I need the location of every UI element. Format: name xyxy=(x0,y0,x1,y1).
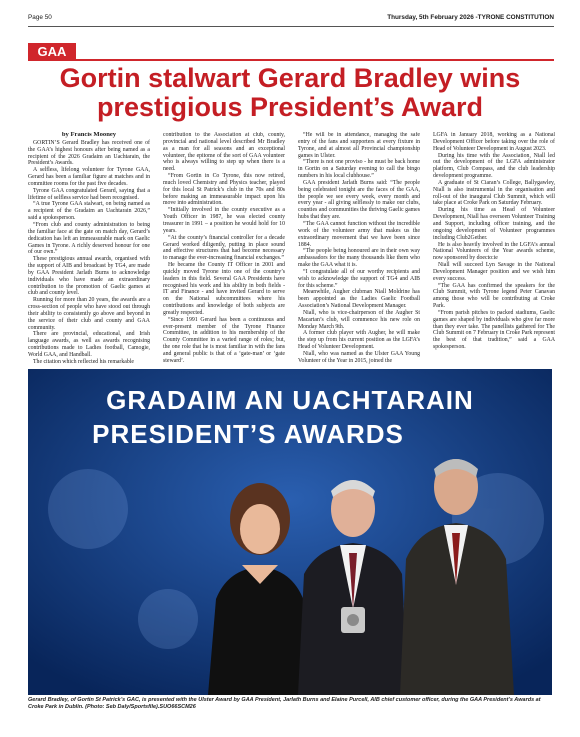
paragraph: “The GAA has confirmed the speakers for the Club Summit, with Tyrone legend Peter Canavan among those who will be contributing at Croke Park. xyxy=(433,282,555,310)
paragraph: LGFA in January 2018, working as a National Development Officer before taking over the role of Head of Volunteer Development in August 2023. xyxy=(433,132,555,152)
paragraph: “Since 1991 Gerard has been a continuous and ever-present member of the Tyrone Finance Committee, in addition to his membership of the County Committee in a varied range of roles; but, the one role that he is most familiar in with the fans and general public is that of a ‘gate-man’ or ‘gate steward’. xyxy=(163,316,285,364)
byline: by Francis Mooney xyxy=(61,132,117,138)
paragraph: contribution to the Association at club, county, provincial and national level described Mr Bradley as a man for all seasons and an exceptional volunteer, the epitome of the sort of GAA volunteer who is always willing to step up when there is a need. xyxy=(163,132,285,173)
paragraph: “He will be in attendance, managing the safe entry of the fans and supporters at every fixture in Tyrone, and at almost all Provincial championship games in Ulster. xyxy=(298,132,420,159)
paragraph: “From club and county administration to being the familiar face at the gate on match day, Gerard’s dedication has left an immeasurable mark on Gaelic Games in Tyrone. A richly deserved honour for one of our own.” xyxy=(28,221,150,256)
paragraph: During his time with the Association, Niall led out the development of the LGFA administrator platform, Club Compass, and the club leadership development programme. xyxy=(433,152,555,180)
dateline: Thursday, 5th February 2026 -TYRONE CONSTITUTION xyxy=(387,14,554,21)
article-column-4 xyxy=(433,132,555,367)
paragraph: During his time as Head of Volunteer Development, Niall has overseen Volunteer Training and Support, including officer training, and the ongoing development of Volunteer programmes including Club2Gether. xyxy=(433,207,555,241)
paragraph: “At the county’s financial controller for a decade Gerard worked diligently, putting in place sound and effective structures that had become necessary to manage the ever-increasing financial exchanges.” xyxy=(163,234,285,262)
header-rule xyxy=(28,26,554,27)
paragraph: Meanwhile, Augher clubman Niall Moldrine has been appointed as the Ladies Gaelic Football Association’s National Development Manager. xyxy=(298,289,420,310)
paragraph: “I congratulate all of our worthy recipients and wish to acknowledge the support of TG4 and AIB for this scheme.” xyxy=(298,268,420,289)
paragraph: “The GAA cannot function without the incredible work of the volunteer army that makes us the extraordinary movement that we have been since 1884. xyxy=(298,220,420,248)
page-number: Page 50 xyxy=(28,14,52,21)
paragraph: Niall will succeed Lyn Savage in the National Development Manager position and we wish him every success. xyxy=(433,262,555,282)
paragraph: Niall, who is vice-chairperson of the Augher St Macartan’s club, will commence his new role on Monday March 9th. xyxy=(298,309,420,330)
paragraph: “Initially involved in the county executive as a Youth Officer in 1987, he was elected county treasurer in 1991 – a position he would hold for 10 years. xyxy=(163,207,285,234)
paragraph: “The people being honoured are in their own way ambassadors for the many thousands like them who make the GAA what it is. xyxy=(298,248,420,269)
section-tag: GAA xyxy=(28,43,76,60)
paragraph: There are provincial, educational, and Irish language awards, as well as awards recognising contributions made to Ladies football, Camogie, World GAA, and Handball. xyxy=(28,331,150,358)
paragraph: These prestigious annual awards, organised with the support of AIB and broadcast by TG4, are made by GAA President Jarlath Burns to acknowledge individuals who have made an extraordinary contribution to the promotion of Gaelic games at club and county level. xyxy=(28,256,150,297)
headline: Gortin stalwart Gerard Bradley wins prestigious President’s Award xyxy=(59,63,521,122)
article-column-2 xyxy=(163,132,285,367)
paragraph: A selfless, lifelong volunteer for Tyrone GAA, Gerard has been a familiar figure at matches and in committee rooms for the past five decades. xyxy=(28,167,150,187)
paragraph: The citation which reflected his remarkable xyxy=(33,358,134,365)
award-photo xyxy=(28,369,552,695)
article-column-3 xyxy=(298,132,420,367)
paragraph: He is also heavily involved in the LGFA’s annual National Volunteers of the Year awards scheme, now sponsored by doecto:ie xyxy=(433,241,555,262)
photo-illustration xyxy=(28,369,552,695)
paragraph: “There is not one proviso - he must be back home in Gortin on a Saturday evening to call the bingo numbers in his local clubhouse.” xyxy=(298,159,420,180)
paragraph: GAA president Jarlath Burns said: “The people being celebrated tonight are the faces of the GAA, the people we see every week, every month and every year - all giving selflessly to make our clubs, counties and communities the thriving Gaelic games hubs that they are. xyxy=(298,179,420,221)
paragraph: He became the County IT Officer in 2001 and quickly moved Tyrone into one of the country’s leaders in this field. Several GAA Presidents have recognised his work and his ability in both fields - IT and Finance - and have invited Gerard to serve on the National subcommittees where his contributions and knowledge of both subjects are greatly respected. xyxy=(163,262,285,316)
section-rule xyxy=(28,59,554,61)
paragraph: “From parish pitches to packed stadiums, Gaelic games are shaped by individuals who give far more than they ever take. The panellists gathered for The Club Summit on 7 February in Croke Park represent the best of that tradition,” said a GAA spokesperson. xyxy=(433,309,555,351)
article-body xyxy=(28,132,556,367)
paragraph: Tyrone GAA congratulated Gerard, saying that a lifetime of selfless service had been recognised. xyxy=(28,187,150,201)
article-column-1 xyxy=(28,132,150,367)
paragraph: Niall, who was named as the Ulster GAA Young Volunteer of the Year in 2015, joined the xyxy=(298,351,420,364)
paragraph: “From Gortin in Co Tyrone, this now retired, much loved Chemistry and Physics teacher, played for this local St Patrick’s club in the 70s and 80s before making an immeasurable impact upon his move into administration. xyxy=(163,173,285,207)
page-header xyxy=(28,14,554,26)
photo-caption: Gerard Bradley, of Gortin St Patrick’s GAC, is presented with the Ulster Award by GAA President, Jarlath Burns and Elaine Purcell, AIB chief customer officer, during the GAA President’s Awards at Croke Park in Dublin. (Photo: Seb Daly/Sportsfile).SUO66SCM26 xyxy=(28,697,541,710)
paragraph: GORTIN’S Gerard Bradley has received one of the GAA’s highest honours after being named as a recipient of the 2026 Gradaim an Uachtarain, the President’s Awards. xyxy=(28,139,150,167)
paragraph: A graduate of St Ciaran’s College, Ballygawley, Niall is also instrumental in the organisation and roll-out of the inaugural Club Summit, which will take place at Croke Park on Saturday February. xyxy=(433,179,555,207)
backdrop-title-line2: PRESIDENT’S AWARDS xyxy=(92,419,404,449)
paragraph: “A true Tyrone GAA stalwart, on being named as a recipient of the Gradaim an Uachtarain 2026,” said a spokesperson. xyxy=(28,201,150,222)
paragraph: Running for more than 20 years, the awards are a cross-section of people who have stood out through their ability to consistently go above and beyond in the service of their club and county and GAA community. xyxy=(28,297,150,331)
backdrop-title-line1: GRADAIM AN UACHTARAIN xyxy=(106,385,474,415)
paragraph: A former club player with Augher, he will make the step up from his current position as the LGFA’s Head of Volunteer Development. xyxy=(298,330,420,351)
